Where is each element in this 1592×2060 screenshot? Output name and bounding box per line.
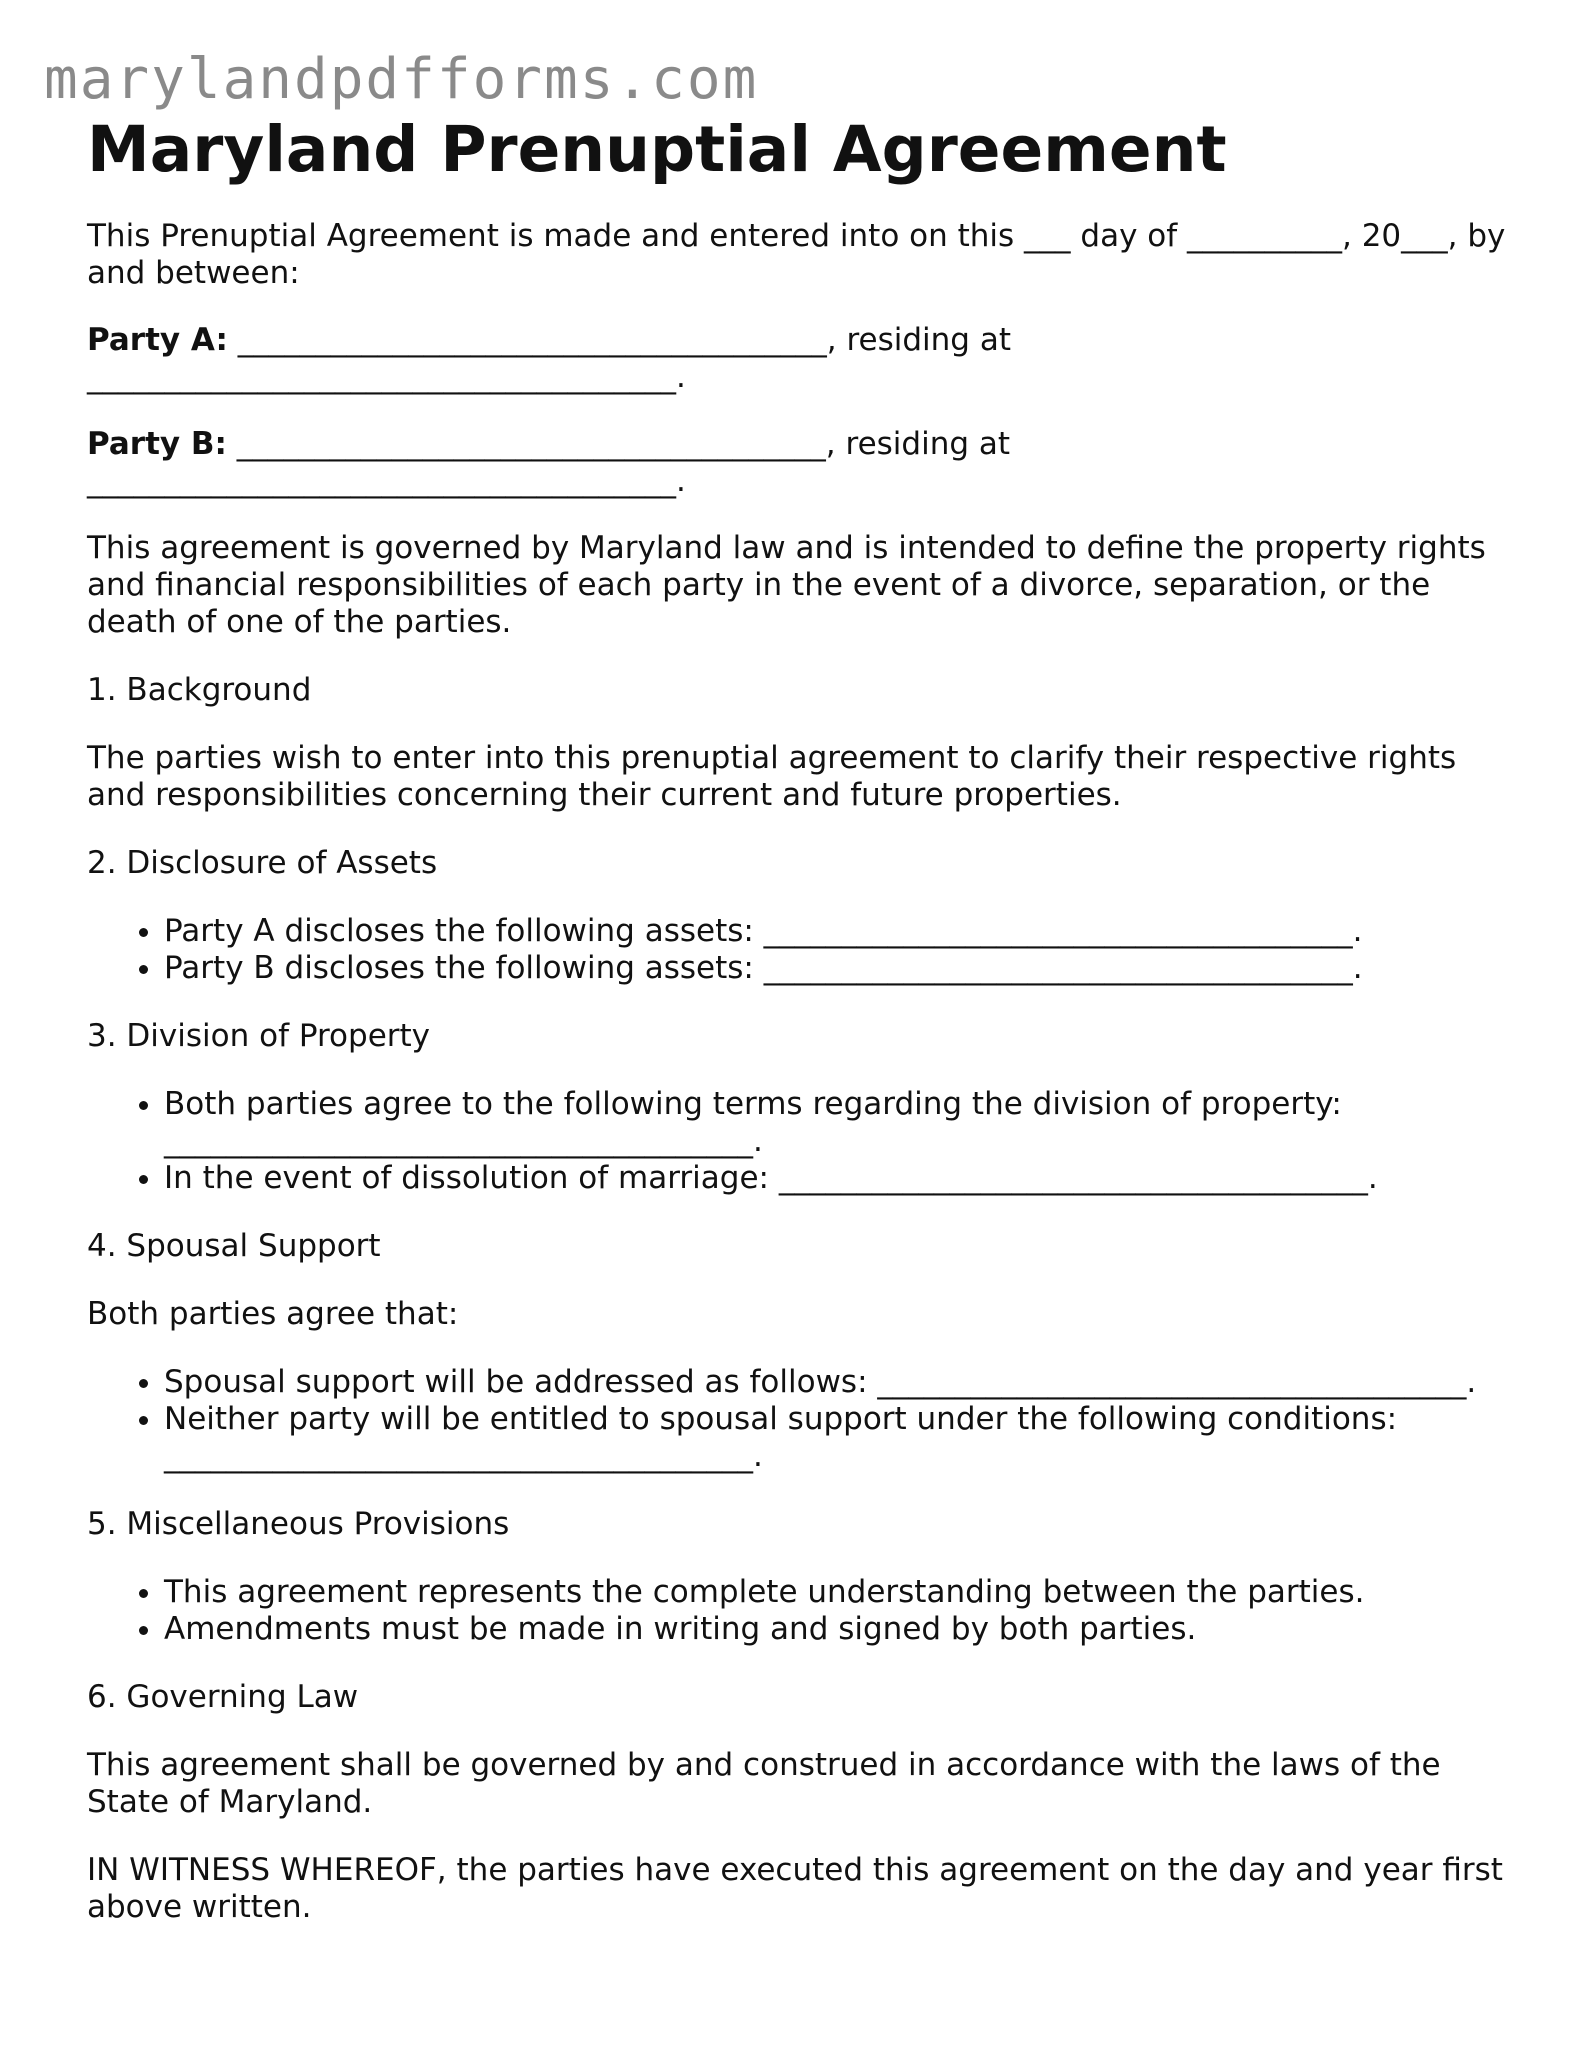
- party-b-label: Party B:: [87, 426, 227, 462]
- section-body-law: This agreement shall be governed by and construed in accordance with the laws of the State of Maryland.: [87, 1747, 1441, 1820]
- party-a-line: [87, 322, 1507, 396]
- section-heading-support: 4. Spousal Support: [87, 1228, 381, 1264]
- division-list: [87, 1086, 1507, 1197]
- party-a-label: Party A:: [87, 322, 228, 358]
- list-item: • Spousal support will be addressed as follows: ______________________________________.: [164, 1364, 1507, 1401]
- misc-list: [87, 1574, 1507, 1648]
- document-title: Maryland Prenuptial Agreement: [87, 113, 1227, 186]
- section-heading-misc: 5. Miscellaneous Provisions: [87, 1506, 510, 1542]
- party-a-text: ______________________________________, residing at ______________________________________.: [87, 322, 1011, 395]
- list-item: • This agreement represents the complete understanding between the parties.: [164, 1574, 1507, 1611]
- section-heading-background: 1. Background: [87, 672, 312, 708]
- governed-statement: This agreement is governed by Maryland law and is intended to define the property rights and financial responsibilities of each party in the event of a divorce, separation, or the death of one of the parties.: [87, 530, 1486, 640]
- section-heading-division: 3. Division of Property: [87, 1018, 431, 1054]
- disclosure-list: [87, 913, 1507, 987]
- section-body-support: Both parties agree that:: [87, 1296, 459, 1332]
- section-body-background: The parties wish to enter into this prenuptial agreement to clarify their respective rights and responsibilities concerning their current and future properties.: [87, 740, 1457, 813]
- list-item: • Neither party will be entitled to spousal support under the following conditions: ______________________________________.: [164, 1401, 1507, 1475]
- document-page: [87, 110, 1507, 1926]
- witness-statement: IN WITNESS WHEREOF, the parties have executed this agreement on the day and year first above written.: [87, 1852, 1503, 1925]
- section-heading-disclosure: 2. Disclosure of Assets: [87, 845, 438, 881]
- party-b-line: [87, 426, 1507, 500]
- intro-paragraph: This Prenuptial Agreement is made and entered into on this ___ day of __________, 20___, by and between:: [87, 218, 1506, 291]
- watermark: marylandpdfforms.com: [44, 47, 759, 112]
- list-item: • Both parties agree to the following terms regarding the division of property: ______________________________________.: [164, 1086, 1507, 1160]
- list-item: • In the event of dissolution of marriage: ______________________________________.: [164, 1160, 1507, 1197]
- section-heading-law: 6. Governing Law: [87, 1679, 359, 1715]
- list-item: • Party A discloses the following assets: ______________________________________.: [164, 913, 1507, 950]
- list-item: • Party B discloses the following assets: ______________________________________.: [164, 950, 1507, 987]
- party-b-text: ______________________________________, residing at ______________________________________.: [87, 426, 1011, 499]
- support-list: [87, 1364, 1507, 1475]
- list-item: • Amendments must be made in writing and signed by both parties.: [164, 1611, 1507, 1648]
